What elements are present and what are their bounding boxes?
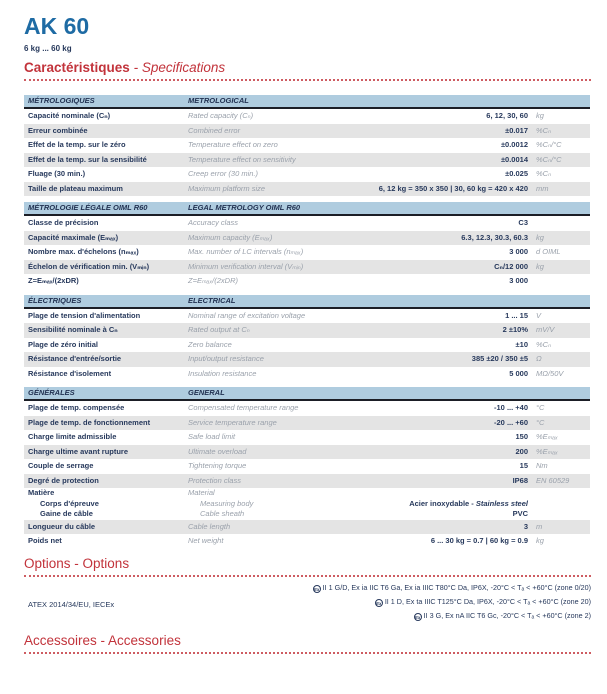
accessories-section [24, 633, 591, 654]
spec-label-fr: Capacité nominale (Cₙ) [28, 111, 111, 120]
spec-label-fr: Charge limite admissible [28, 432, 117, 441]
spec-value: 6, 12, 30, 60 [486, 111, 528, 120]
spec-value: ±0.0012 [500, 140, 528, 149]
spec-label-en: Maximum platform size [188, 183, 266, 193]
spec-row [24, 534, 590, 549]
options-heading [24, 556, 591, 577]
spec-value: 5 000 [509, 368, 528, 378]
spec-value: 6.3, 12.3, 30.3, 60.3 [461, 232, 528, 242]
spec-unit: %Cₙ/°C [536, 140, 562, 149]
spec-label-fr: Plage de zéro initial [28, 339, 99, 349]
spec-section-header-en: LEGAL METROLOGY OIML R60 [188, 203, 301, 212]
spec-row [24, 445, 590, 460]
spec-unit: kg [536, 261, 544, 271]
spec-section-header [24, 202, 590, 216]
spec-section-header-en: METROLOGICAL [188, 96, 249, 105]
spec-section [24, 95, 590, 196]
spec-row [24, 309, 590, 324]
spec-unit: MΩ/50V [536, 368, 564, 378]
spec-unit: %Cₙ [536, 339, 552, 349]
spec-row [24, 474, 590, 489]
specifications-table [24, 95, 590, 555]
options-heading-fr: Options [24, 556, 71, 571]
spec-unit: mm [536, 183, 549, 193]
specifications-heading-fr: Caractéristiques [24, 60, 130, 75]
spec-label-en: Temperature effect on sensitivity [188, 154, 296, 164]
accessories-heading [24, 633, 591, 654]
spec-label-en: Material [188, 488, 215, 497]
spec-unit: kg [536, 536, 544, 545]
spec-label-fr: Longueur du câble [28, 521, 96, 531]
spec-row [24, 401, 590, 416]
spec-label-en: Accuracy class [188, 218, 239, 227]
spec-label-fr: Couple de serrage [28, 461, 94, 470]
spec-value: 6 ... 30 kg = 0.7 | 60 kg = 0.9 [430, 536, 528, 545]
spec-unit: Nm [536, 461, 548, 470]
spec-label-fr: Corps d'épreuve [40, 498, 99, 508]
spec-value: ±0.017 [505, 125, 528, 135]
spec-label-fr: Gaine de câble [40, 509, 93, 518]
atex-ex-icon: Ex [414, 615, 421, 620]
spec-row [24, 153, 590, 168]
spec-unit: %Eₘₐₓ [536, 432, 558, 441]
spec-row [24, 352, 590, 367]
spec-row [24, 167, 590, 182]
spec-label-fr: Nombre max. d'échelons (nₘₐₓ) [28, 247, 139, 256]
spec-row [24, 367, 590, 382]
spec-row [24, 260, 590, 275]
spec-label-en: Combined error [188, 125, 241, 135]
spec-label-en: Safe load limit [188, 432, 236, 441]
spec-label-fr: Sensibilité nominale à Cₙ [28, 325, 118, 334]
spec-row [24, 231, 590, 246]
spec-row [24, 138, 590, 153]
spec-row [24, 509, 590, 520]
spec-label-en: Minimum verification interval (Vₘᵢₙ) [188, 261, 304, 271]
spec-label-en: Input/output resistance [188, 354, 264, 363]
spec-value: PVC [512, 509, 528, 518]
spec-label-en: Compensated temperature range [188, 403, 299, 412]
spec-section-header-en: GENERAL [188, 388, 225, 397]
accessories-heading-fr: Accessoires [24, 633, 97, 648]
spec-label-en: Z=Eₘₐₓ/(2xDR) [188, 276, 239, 285]
spec-label-en: Nominal range of excitation voltage [188, 310, 306, 320]
spec-label-fr: Matière [28, 488, 55, 497]
spec-label-fr: Z=Eₘₐₓ/(2xDR) [28, 276, 79, 285]
accessories-heading-en: - Accessories [100, 633, 181, 648]
spec-section-header [24, 295, 590, 309]
spec-label-en: Cable sheath [200, 509, 245, 518]
spec-unit: EN 60529 [536, 475, 570, 485]
spec-label-en: Tightening torque [188, 461, 247, 470]
spec-label-fr: Erreur combinée [28, 125, 88, 135]
spec-value: ±10 [515, 339, 528, 349]
options-content [24, 581, 591, 623]
spec-unit: kg [536, 111, 544, 120]
spec-row [24, 274, 590, 289]
spec-value: 150 [515, 432, 528, 441]
spec-value: 3 [523, 521, 528, 531]
spec-value: IP68 [512, 475, 528, 485]
spec-label-fr: Résistance d'isolement [28, 368, 112, 378]
spec-row [24, 124, 590, 139]
spec-row [24, 245, 590, 260]
atex-marking-text: II 3 G, Ex nA IIC T6 Gc, -20°C < Tₐ < +60°C (zone 2) [423, 611, 591, 620]
spec-label-en: Rated output at Cₙ [188, 325, 250, 334]
spec-unit: %Cₙ/°C [536, 154, 562, 164]
spec-label-fr: Plage de temp. de fonctionnement [28, 417, 151, 427]
spec-value-italic: Stainless steel [475, 498, 528, 508]
spec-label-fr: Degré de protection [28, 475, 99, 485]
spec-row [24, 323, 590, 338]
spec-section-header [24, 95, 590, 109]
spec-row [24, 520, 590, 535]
spec-row [24, 109, 590, 124]
spec-row [24, 459, 590, 474]
spec-label-en: Service temperature range [188, 417, 277, 427]
spec-row [24, 338, 590, 353]
options-section [24, 556, 591, 623]
spec-label-fr: Plage de temp. compensée [28, 403, 125, 412]
spec-value: 385 ±20 / 350 ±5 [471, 354, 528, 363]
spec-value: C3 [518, 218, 528, 227]
spec-label-en: Creep error (30 min.) [188, 169, 259, 178]
spec-label-fr: Capacité maximale (Eₘₐₓ) [28, 232, 119, 242]
spec-value: 6, 12 kg = 350 x 350 | 30, 60 kg = 420 x 420 [378, 183, 528, 193]
atex-marking-line [24, 581, 591, 595]
spec-unit: °C [536, 417, 545, 427]
spec-value: -10 ... +40 [494, 403, 528, 412]
spec-value: 1 ... 15 [505, 310, 528, 320]
spec-section-header-fr: MÉTROLOGIQUES [28, 96, 95, 105]
specifications-heading-en: - Specifications [133, 60, 226, 75]
spec-unit: V [536, 310, 542, 320]
spec-label-fr: Poids net [28, 536, 62, 545]
atex-certification-label: ATEX 2014/34/EU, IECEx [28, 600, 115, 609]
spec-label-en: Rated capacity (Cₙ) [188, 111, 254, 120]
spec-section-header-en: ELECTRICAL [188, 295, 236, 305]
spec-label-fr: Fluage (30 min.) [28, 169, 86, 178]
spec-unit: mV/V [536, 325, 555, 334]
spec-row [24, 430, 590, 445]
spec-section-header-fr: MÉTROLOGIE LÉGALE OIML R60 [28, 203, 148, 212]
spec-value: Acier inoxydable - Stainless steel [409, 498, 528, 508]
spec-label-fr: Plage de tension d'alimentation [28, 310, 141, 320]
spec-unit: %Cₙ [536, 125, 552, 135]
spec-label-fr: Effet de la temp. sur le zéro [28, 140, 126, 149]
spec-unit: Ω [536, 354, 542, 363]
spec-label-en: Ultimate overload [188, 446, 247, 456]
spec-section-header [24, 387, 590, 401]
spec-label-fr: Effet de la temp. sur la sensibilité [28, 154, 147, 164]
spec-value: Cₙ/12 000 [494, 261, 528, 271]
spec-section-header-fr: GÉNÉRALES [28, 388, 75, 397]
spec-label-fr: Charge ultime avant rupture [28, 446, 129, 456]
spec-label-en: Temperature effect on zero [188, 140, 278, 149]
spec-row [24, 182, 590, 197]
product-title: AK 60 [24, 13, 90, 39]
options-heading-en: - Options [74, 556, 130, 571]
spec-unit: °C [536, 403, 545, 412]
spec-label-fr: Échelon de vérification min. (Vₘᵢₙ) [28, 261, 150, 271]
spec-label-en: Protection class [188, 475, 241, 485]
spec-unit: d OIML [536, 247, 561, 256]
spec-label-fr: Taille de plateau maximum [28, 183, 123, 193]
spec-label-fr: Résistance d'entrée/sortie [28, 354, 122, 363]
spec-label-en: Max. number of LC intervals (nₘₐₓ) [188, 247, 304, 256]
spec-label-en: Insulation resistance [188, 368, 257, 378]
spec-section [24, 295, 590, 382]
spec-unit: kg [536, 232, 544, 242]
atex-marking-text: II 1 D, Ex ta IIIC T125°C Da, IP6X, -20°C < Tₐ < +60°C (zone 20) [384, 597, 591, 606]
spec-value: 15 [519, 461, 528, 470]
spec-label-en: Measuring body [200, 498, 254, 508]
spec-section [24, 387, 590, 549]
spec-unit: %Cₙ [536, 169, 552, 178]
spec-section [24, 202, 590, 289]
spec-row [24, 499, 590, 510]
spec-unit: %Eₘₐₓ [536, 446, 558, 456]
spec-value: 3 000 [509, 247, 528, 256]
spec-unit: m [536, 521, 543, 531]
atex-marking-line [24, 609, 591, 623]
product-capacity-range: 6 kg ... 60 kg [24, 44, 72, 53]
atex-ex-icon: Ex [313, 587, 320, 592]
spec-label-fr: Classe de précision [28, 218, 99, 227]
spec-row [24, 488, 590, 499]
spec-label-en: Net weight [188, 536, 224, 545]
spec-section-header-fr: ÉLECTRIQUES [28, 295, 82, 305]
spec-value: 3 000 [509, 276, 528, 285]
spec-value: -20 ... +60 [494, 417, 528, 427]
spec-row [24, 416, 590, 431]
spec-label-en: Maximum capacity (Eₘₐₓ) [188, 232, 273, 242]
spec-value: 200 [515, 446, 528, 456]
atex-ex-icon: Ex [376, 601, 382, 606]
spec-label-en: Zero balance [188, 339, 232, 349]
spec-value: 2 ±10% [502, 325, 528, 334]
spec-value: ±0.025 [505, 169, 528, 178]
atex-marking-text: II 1 G/D, Ex ia IIC T6 Ga, Ex ia IIIC T80°C Da, IP6X, -20°C < Tₐ < +60°C (zone 0/20) [322, 583, 591, 592]
spec-label-en: Cable length [188, 521, 231, 531]
specifications-heading [24, 60, 591, 81]
spec-row [24, 216, 590, 231]
spec-value: ±0.0014 [500, 154, 528, 164]
